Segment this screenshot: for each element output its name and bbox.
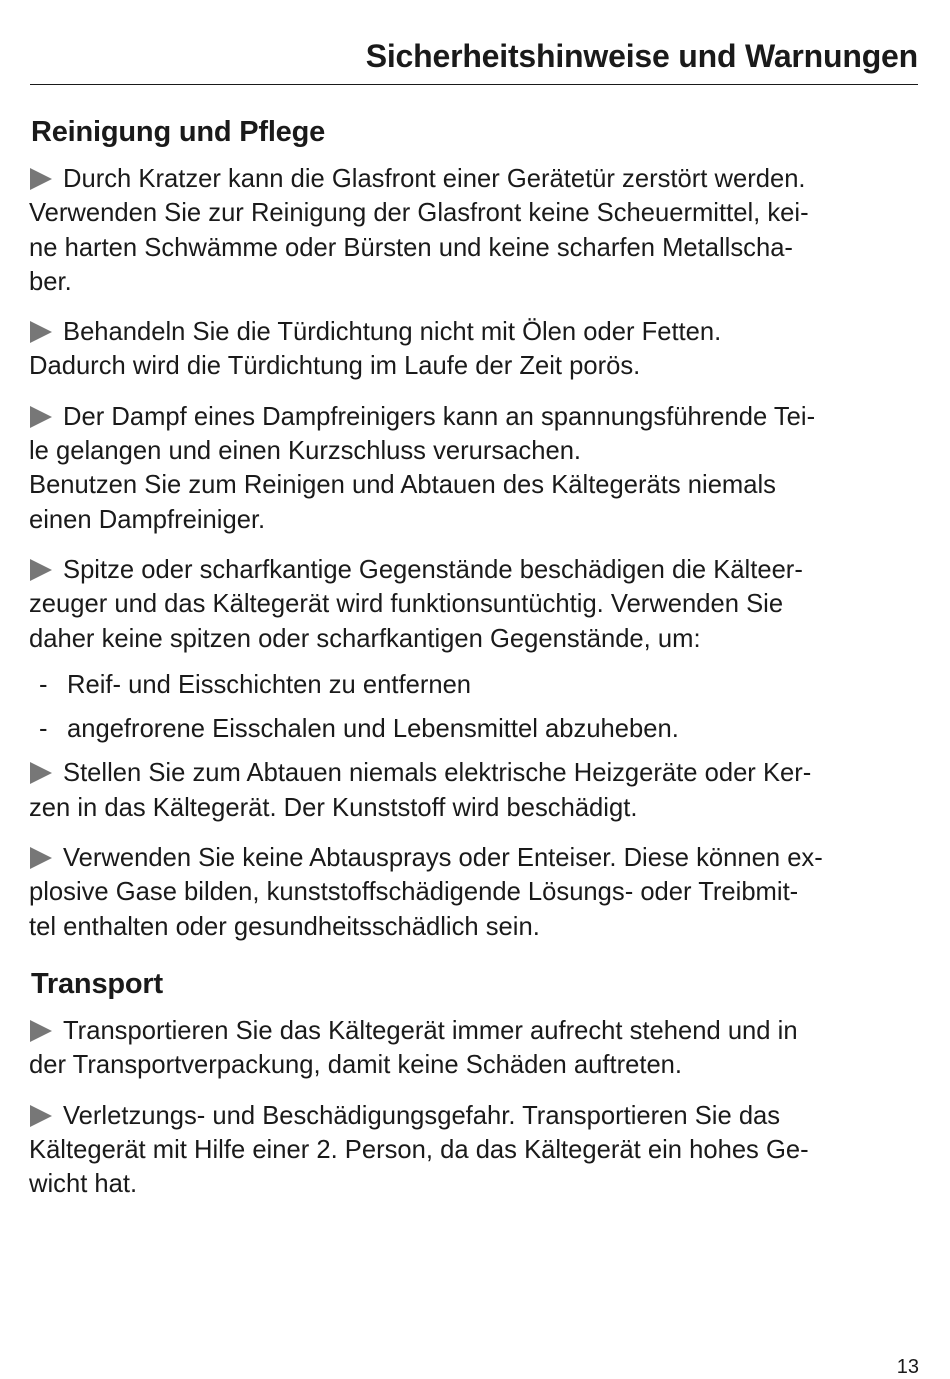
line-text: Behandeln Sie die Türdichtung nicht mit Ölen oder Fetten. [63,318,722,347]
dash-item-text: angefrorene Eisschalen und Lebensmittel abzuheben. [67,715,679,744]
line-text: Stellen Sie zum Abtauen niemals elektrische Heizgeräte oder Ker- [63,759,812,788]
triangle-right-icon [30,168,52,190]
text-line [29,1099,919,1133]
warning-paragraph [29,1014,919,1083]
line-text: plosive Gase bilden, kunststoffschädigende Lösungs- oder Treibmit- [29,878,799,907]
triangle-right-icon [30,1105,52,1127]
triangle-right-icon [30,762,52,784]
text-line [29,434,919,468]
dash-list-item [39,668,919,702]
line-text: einen Dampfreiniger. [29,505,266,534]
text-line [29,553,919,587]
line-text: der Transportverpackung, damit keine Schäden auftreten. [29,1051,683,1080]
text-line [29,1133,919,1167]
line-text: Verwenden Sie zur Reinigung der Glasfront keine Scheuermittel, kei- [29,199,809,228]
page-header-title: Sicherheitshinweise und Warnungen [365,38,918,74]
triangle-right-icon [30,847,52,869]
triangle-right-icon [30,321,52,343]
warning-paragraph [29,315,919,384]
line-text: Verwenden Sie keine Abtausprays oder Enteiser. Diese können ex- [63,844,823,873]
warning-paragraph [29,162,919,299]
dash-item-text: Reif- und Eisschichten zu entfernen [67,670,472,699]
text-line [29,875,919,909]
line-text: ne harten Schwämme oder Bürsten und keine scharfen Metallscha- [29,233,793,262]
text-line [29,622,919,656]
line-text: Benutzen Sie zum Reinigen und Abtauen des Kältegeräts niemals [29,471,776,500]
text-line [29,162,919,196]
text-line [29,315,919,349]
text-line [29,265,919,299]
text-line [29,1014,919,1048]
warning-paragraph [29,400,919,537]
dash-marker: - [39,715,48,744]
warning-paragraph [29,756,919,825]
line-text: ber. [29,267,72,296]
line-text: Der Dampf eines Dampfreinigers kann an spannungsführende Tei- [63,402,816,431]
triangle-right-icon [30,559,52,581]
line-text: le gelangen und einen Kurzschluss verursachen. [29,437,582,466]
line-text: wicht hat. [29,1170,138,1199]
text-line [29,1167,919,1201]
line-text: Transportieren Sie das Kältegerät immer aufrecht stehend und in [63,1016,798,1045]
dash-marker: - [39,670,48,699]
line-text: Dadurch wird die Türdichtung im Laufe der Zeit porös. [29,352,641,381]
text-line [29,349,919,383]
triangle-right-icon [30,1020,52,1042]
dash-list-item [39,712,919,746]
text-line [29,1048,919,1082]
text-line [29,468,919,502]
line-text: tel enthalten oder gesundheitsschädlich sein. [29,912,540,941]
text-line [29,503,919,537]
triangle-right-icon [30,406,52,428]
page-number: 13 [896,1356,919,1378]
text-line [29,587,919,621]
line-text: Spitze oder scharfkantige Gegenstände beschädigen die Kälteer- [63,555,803,584]
line-text: Kältegerät mit Hilfe einer 2. Person, da das Kältegerät ein hohes Ge- [29,1135,809,1164]
line-text: Durch Kratzer kann die Glasfront einer Gerätetür zerstört werden. [63,165,806,193]
section-heading: Reinigung und Pflege [31,116,326,148]
text-line [29,196,919,230]
warning-paragraph [29,841,919,944]
header-rule [30,84,918,85]
text-line [29,400,919,434]
text-line [29,791,919,825]
document-body [29,106,919,1217]
line-text: Verletzungs- und Beschädigungsgefahr. Transportieren Sie das [63,1101,781,1130]
warning-paragraph [29,1099,919,1202]
line-text: daher keine spitzen oder scharfkantigen Gegenstände, um: [29,624,701,653]
text-line [29,231,919,265]
line-text: zeuger und das Kältegerät wird funktionsuntüchtig. Verwenden Sie [29,590,784,619]
text-line [29,756,919,790]
text-line [29,841,919,875]
text-line [29,910,919,944]
warning-paragraph [29,553,919,656]
section-heading: Transport [31,967,163,1000]
line-text: zen in das Kältegerät. Der Kunststoff wird beschädigt. [29,793,638,822]
